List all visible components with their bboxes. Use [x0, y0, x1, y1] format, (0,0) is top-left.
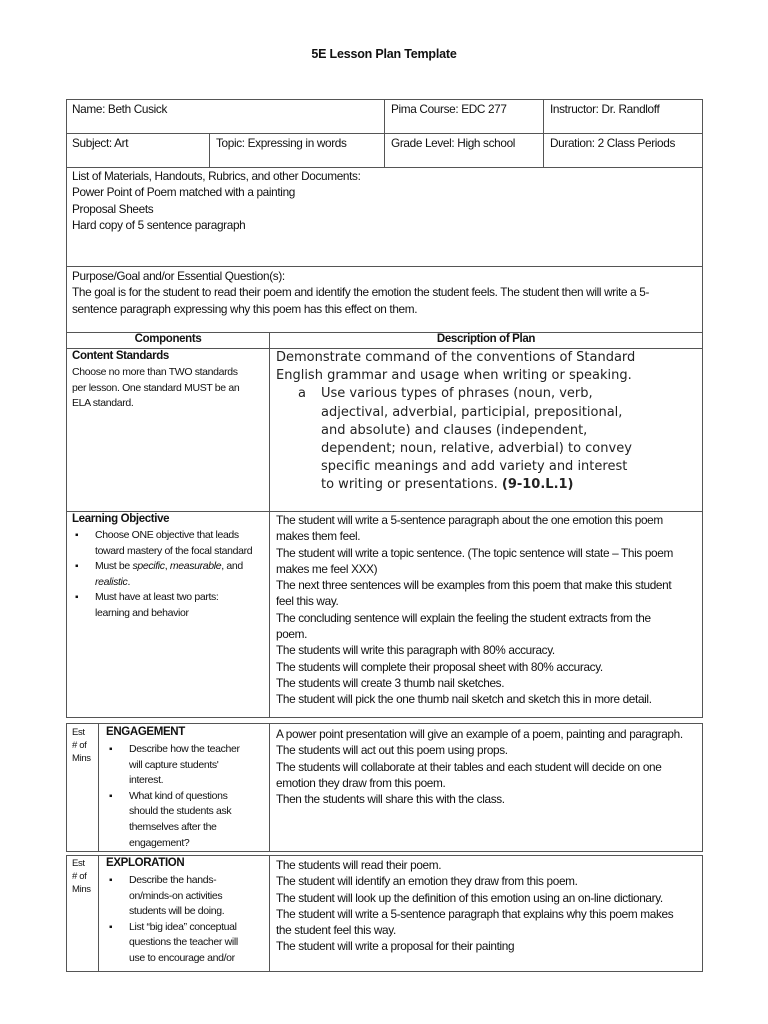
standard-text — [276, 349, 635, 495]
standard-sub-marker: a — [298, 386, 306, 402]
page-title: 5E Lesson Plan Template — [311, 47, 457, 61]
plan-line: The students will collaborate at their tables and each student will decide on one — [276, 759, 662, 774]
note-line: ELA standard. — [72, 397, 134, 410]
note-line: Choose no more than TWO standards — [72, 366, 238, 378]
plan-line: The student will pick the one thumb nail sketch and sketch this in more detail. — [276, 692, 652, 707]
plan-line: the student feel this way. — [276, 923, 396, 938]
plan-line: The next three sentences will be examples from this poem that make this student — [276, 578, 672, 593]
bullet-item: ▪ Must be specific, measurable, and realistic. — [73, 559, 252, 590]
grade-field: Grade Level: High school — [391, 136, 516, 150]
learning-objective-heading: Learning Objective — [72, 513, 170, 525]
plan-line: Then the students will share this with the class. — [276, 792, 505, 807]
engagement-heading: ENGAGEMENT — [106, 726, 185, 738]
plan-line: makes me feel XXX) — [276, 561, 378, 576]
materials-item: Proposal Sheets — [72, 201, 154, 216]
plan-line: The students will act out this poem using props. — [276, 743, 508, 758]
materials-heading: List of Materials, Handouts, Rubrics, and other Documents: — [72, 169, 361, 183]
topic-field: Topic: Expressing in words — [216, 136, 347, 150]
exploration-bullets — [107, 873, 238, 967]
plan-line: A power point presentation will give an example of a poem, painting and paragraph. — [276, 727, 683, 741]
plan-line: The student will identify an emotion they draw from this poem. — [276, 874, 578, 889]
course-field: Pima Course: EDC 277 — [391, 102, 507, 116]
plan-line: The student will write a 5-sentence paragraph about the one emotion this poem — [276, 513, 663, 527]
standard-line: English grammar and usage when writing or speaking. — [276, 368, 632, 384]
components-header: Components — [134, 333, 202, 345]
materials-item: Power Point of Poem matched with a painting — [72, 185, 295, 200]
content-standards-heading: Content Standards — [72, 350, 169, 362]
standard-line: Demonstrate command of the conventions of Standard — [276, 350, 636, 365]
plan-line: The student will write a topic sentence. (The topic sentence will state – This poem — [276, 545, 673, 560]
instructor-field: Instructor: Dr. Randloff — [550, 102, 660, 116]
note-line: per lesson. One standard MUST be an — [72, 381, 240, 394]
standard-sub-line: adjectival, adverbial, participial, prepositional, — [321, 404, 623, 420]
description-header: Description of Plan — [436, 333, 536, 345]
bullet-item: ▪ Choose ONE objective that leads toward mastery of the focal standard — [73, 528, 252, 559]
bullet-item: ▪ Describe how the teacher will capture students' interest. — [107, 742, 240, 789]
plan-line: makes them feel. — [276, 529, 361, 544]
bullet-item: ▪ Describe the hands- on/minds-on activities students will be doing. — [107, 873, 238, 920]
purpose-heading: Purpose/Goal and/or Essential Question(s): — [72, 269, 285, 283]
engagement-bullets — [107, 742, 240, 851]
standard-sub-line: to writing or presentations. — [321, 477, 498, 493]
bullet-item: ▪ What kind of questions should the students ask themselves after the engagement? — [107, 789, 240, 851]
materials-list — [72, 168, 361, 233]
learning-objective-bullets — [73, 528, 252, 622]
engagement-plan — [276, 726, 683, 807]
plan-line: feel this way. — [276, 594, 339, 609]
standard-code: (9-10.L.1) — [501, 477, 574, 493]
learning-objective-plan — [276, 512, 673, 708]
plan-line: The student will write a proposal for their painting — [276, 939, 515, 954]
duration-field: Duration: 2 Class Periods — [550, 136, 676, 150]
purpose-line: The goal is for the student to read their poem and identify the emotion the student feels. The student then will write a 5- — [72, 285, 650, 300]
standard-sub-line: and absolute) and clauses (independent, — [321, 422, 588, 438]
exploration-plan — [276, 857, 673, 955]
plan-line: The concluding sentence will explain the feeling the student extracts from the — [276, 610, 651, 625]
subject-field: Subject: Art — [72, 136, 129, 150]
plan-line: The students will complete their proposal sheet with 80% accuracy. — [276, 659, 603, 674]
exploration-est-mins: Est # of Mins — [72, 858, 91, 895]
purpose-text — [72, 268, 649, 317]
standard-sub-line: Use various types of phrases (noun, verb, — [321, 386, 593, 402]
standard-sub-line: specific meanings and add variety and interest — [321, 459, 628, 475]
name-field: Name: Beth Cusick — [72, 102, 168, 116]
engagement-est-mins: Est # of Mins — [72, 727, 91, 764]
plan-line: emotion they draw from this poem. — [276, 775, 446, 790]
purpose-line: sentence paragraph expressing why this poem has this effect on them. — [72, 301, 418, 316]
materials-item: Hard copy of 5 sentence paragraph — [72, 217, 246, 232]
bullet-item: ▪ List “big idea” conceptual questions the teacher will use to encourage and/or — [107, 920, 238, 967]
plan-line: The student will write a 5-sentence paragraph that explains why this poem makes — [276, 906, 674, 921]
plan-line: The students will create 3 thumb nail sketches. — [276, 675, 505, 690]
content-standards-notes — [72, 365, 239, 412]
plan-line: The students will write this paragraph with 80% accuracy. — [276, 643, 555, 658]
plan-line: The student will look up the definition of this emotion using an on-line dictionary. — [276, 890, 663, 905]
plan-line: The students will read their poem. — [276, 858, 442, 872]
plan-line: poem. — [276, 627, 308, 642]
bullet-item: ▪ Must have at least two parts: learning and behavior — [73, 590, 252, 621]
standard-sub-line: dependent; noun, relative, adverbial) to convey — [321, 441, 632, 457]
exploration-heading: EXPLORATION — [106, 857, 185, 869]
